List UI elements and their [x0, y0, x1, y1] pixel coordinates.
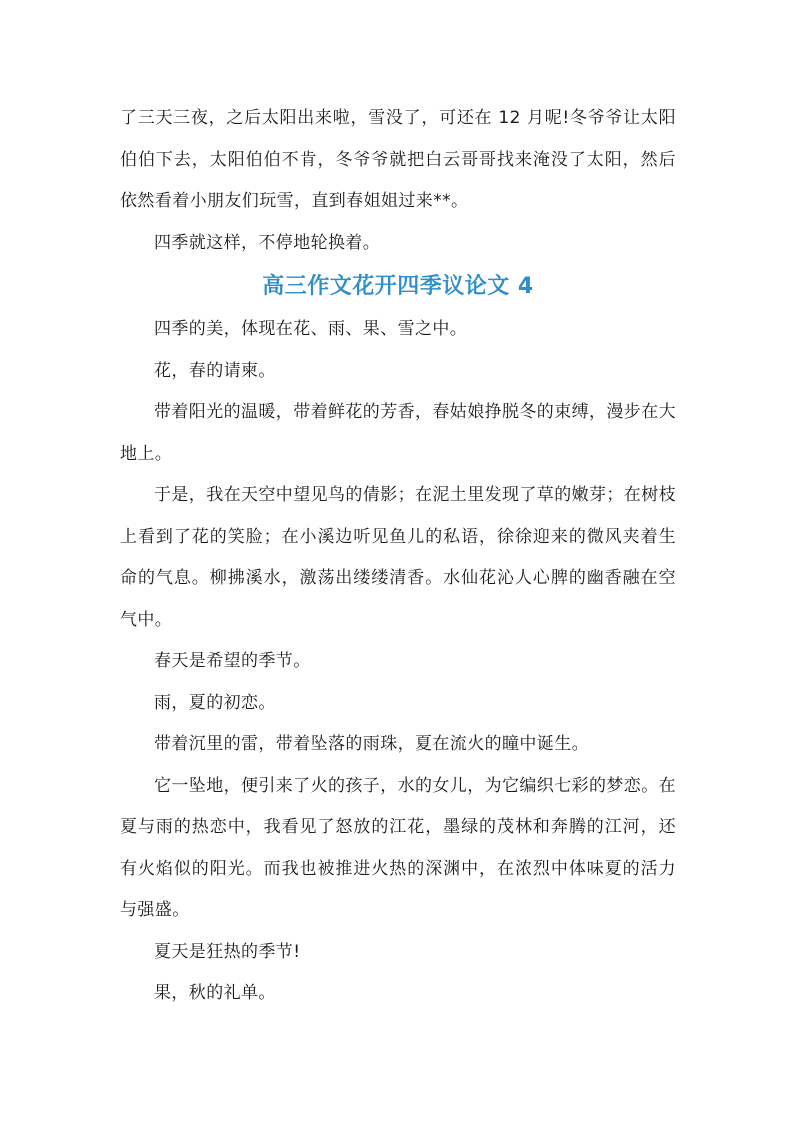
paragraph: 花，春的请柬。	[154, 360, 276, 381]
paragraph: 带着阳光的温暖，带着鲜花的芳香，春姑娘挣脱冬的束缚，漫步在大地上。	[120, 402, 676, 464]
paragraph: 四季就这样，不停地轮换着。	[154, 232, 381, 253]
paragraph: 夏天是狂热的季节!	[154, 941, 301, 962]
paragraph: 于是，我在天空中望见鸟的倩影；在泥土里发现了草的嫩芽；在树枝上看到了花的笑脸；在小溪边听见鱼儿的私语，徐徐迎来的微风夹着生命的气息。柳拂溪水，激荡出缕缕清香。水仙花沁人心脾的幽香融在空气中。	[120, 485, 676, 630]
paragraph: 它一坠地，便引来了火的孩子，水的女儿，为它编织七彩的梦恋。在夏与雨的热恋中，我看见了怒放的江花，墨绿的茂林和奔腾的江河，还有火焰似的阳光。而我也被推进火热的深渊中，在浓烈中体味夏的活力与强盛。	[120, 775, 676, 920]
paragraph: 果，秋的礼单。	[154, 983, 276, 1003]
document-body	[120, 98, 676, 1015]
paragraph: 雨，夏的初恋。	[154, 692, 276, 713]
paragraph: 四季的美，体现在花、雨、果、雪之中。	[154, 319, 468, 339]
paragraph-continuation: 了三天三夜，之后太阳出来啦，雪没了，可还在 12 月呢!冬爷爷让太阳伯伯下去，太阳伯伯不肯，冬爷爷就把白云哥哥找来淹没了太阳，然后依然看着小朋友们玩雪，直到春姐姐过来**。	[120, 108, 676, 211]
section-heading: 高三作文花开四季议论文 4	[262, 274, 534, 299]
paragraph: 春天是希望的季节。	[154, 651, 311, 671]
paragraph: 带着沉里的雷，带着坠落的雨珠，夏在流火的瞳中诞生。	[154, 734, 589, 754]
